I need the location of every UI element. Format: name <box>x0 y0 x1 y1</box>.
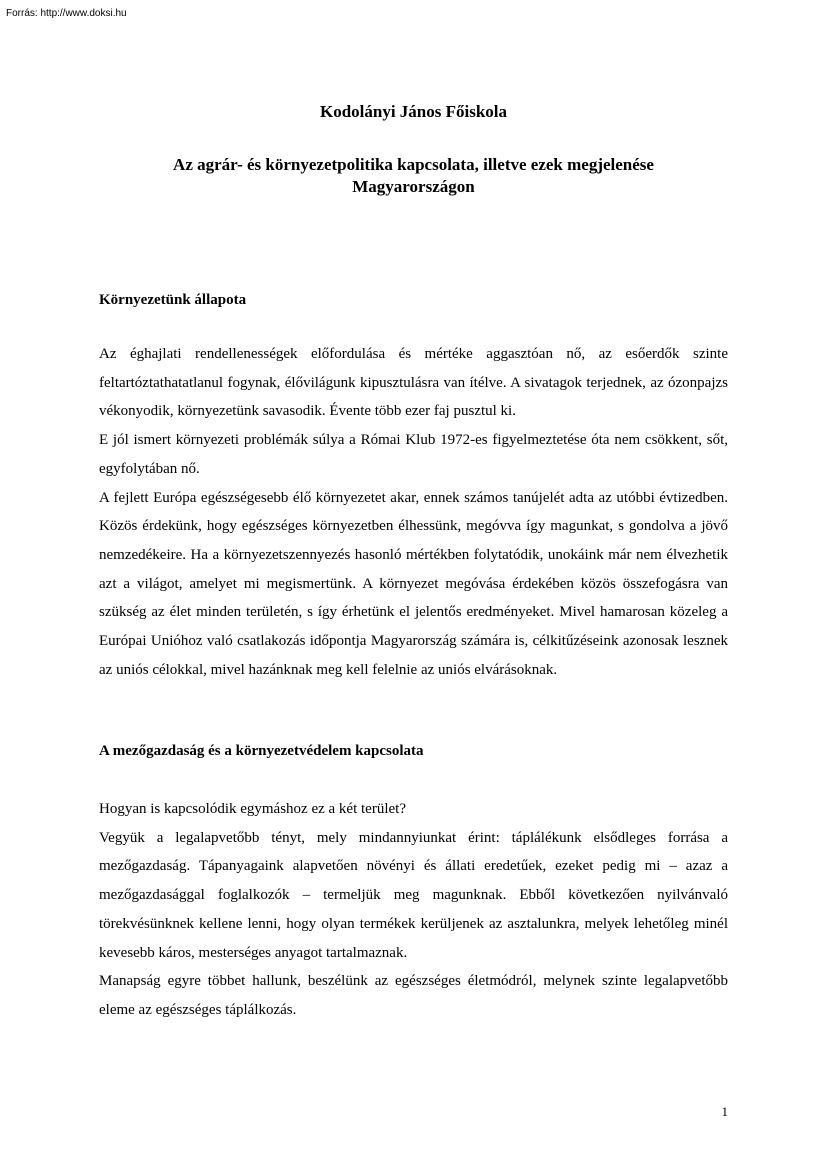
paragraph: A fejlett Európa egészségesebb élő környezetet akar, ennek számos tanújelét adta az utóbbi évtizedben. Közös érdekünk, hogy egészséges környezetben élhessünk, megóvva így magunkat, s gondolva a jövő nemzedékeire. Ha a környezetszennyezés hasonló mértékben folytatódik, unokáink már nem élvezhetik azt a világot, amelyet mi megismertünk. A környezet megóvása érdekében közös összefogásra van szükség az élet minden területén, s így érhetünk el jelentős eredményeket. Mivel hamarosan közeleg a Európai Unióhoz való csatlakozás időpontja Magyarország számára is, célkitűzéseink azonosak lesznek az uniós célokkal, mivel hazánknak meg kell felelnie az uniós elvárásoknak. <box>99 489 728 678</box>
paragraph: Hogyan is kapcsolódik egymáshoz ez a két terület? <box>99 801 406 817</box>
section-body-environment-state <box>99 340 728 684</box>
source-url: Forrás: http://www.doksi.hu <box>6 8 127 19</box>
paragraph: Az éghajlati rendellenességek előfordulása és mértéke aggasztóan nő, az esőerdők szinte feltartóztathatatlanul fogynak, élővilágunk kipusztulásra van ítélve. A sivatagok terjednek, az ózonpajzs vékonyodik, környezetünk savasodik. Évente több ezer faj pusztul ki. <box>99 346 728 420</box>
section-body-agriculture-environment <box>99 795 728 1025</box>
paragraph: Manapság egyre többet hallunk, beszélünk az egészséges életmódról, melynek szinte legalapvetőbb eleme az egészséges táplálkozás. <box>99 973 728 1018</box>
section-heading-environment-state: Környezetünk állapota <box>99 292 247 308</box>
section-heading-agriculture-environment: A mezőgazdaság és a környezetvédelem kapcsolata <box>99 743 424 759</box>
paragraph: Vegyük a legalapvetőbb tényt, mely mindannyiunkat érint: táplálékunk elsődleges forrása a mezőgazdaság. Tápanyagaink alapvetően növényi és állati eredetűek, ezeket pedig mi – azaz a mezőgazdasággal foglalkozók – termeljük meg magunknak. Ebből következően nyilvánvaló törekvésünknek kellene lenni, hogy olyan termékek kerüljenek az asztalunkra, melyek lehetőleg minél kevesebb káros, mesterséges anyagot tartalmaznak. <box>99 829 728 961</box>
institution-name: Kodolányi János Főiskola <box>319 102 508 121</box>
paragraph: E jól ismert környezeti problémák súlya a Római Klub 1972-es figyelmeztetése óta nem csökkent, sőt, egyfolytában nő. <box>99 432 728 477</box>
page-number: 1 <box>721 1104 728 1119</box>
document-title: Az agrár- és környezetpolitika kapcsolata, illetve ezek megjelenése Magyarországon <box>173 155 654 196</box>
